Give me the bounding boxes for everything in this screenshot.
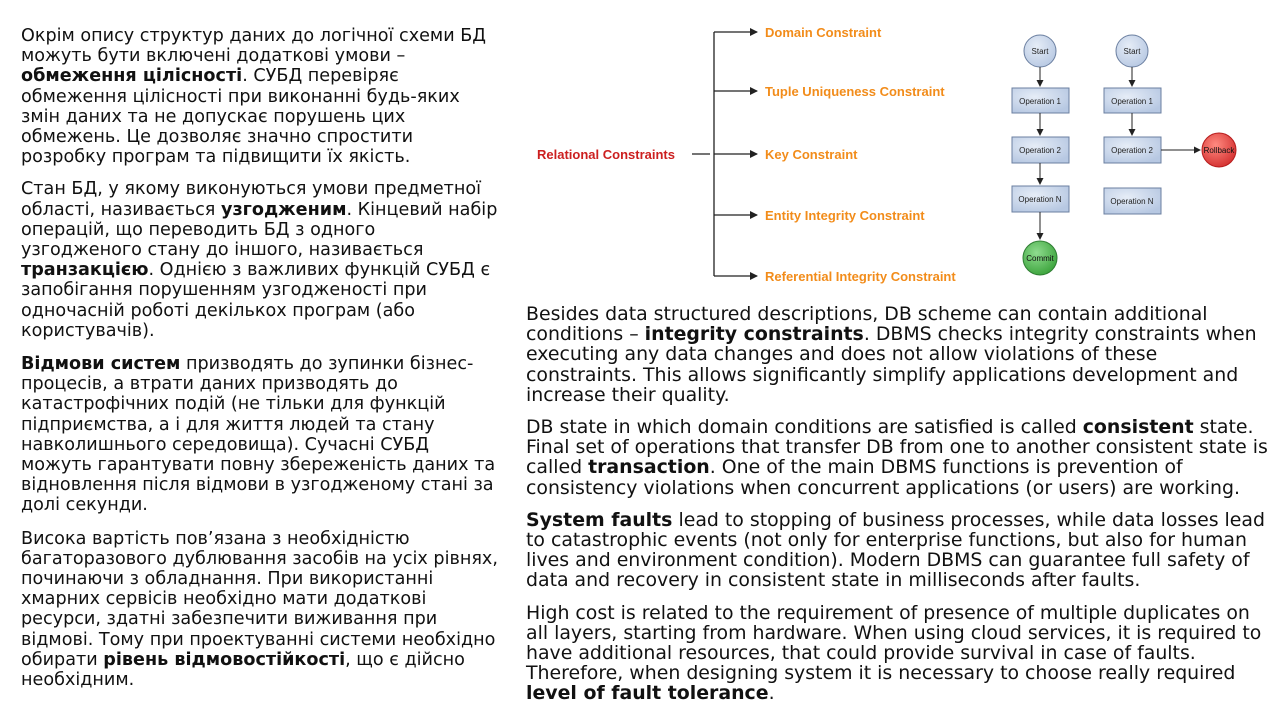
left-term-consistent: узгодженим <box>220 199 347 220</box>
right-paragraph-cost: High cost is related to the requirement of presence of multiple duplicates on all layers, starting from hardware. When using cloud services, it is required to have additional resources, that could provide survival in case of faults. Therefore, when designing system it is necessary to choose really required level of fault tolerance. <box>526 601 1262 705</box>
right-text-column <box>526 304 1274 716</box>
relational-constraints-diagram <box>525 16 975 291</box>
constraint-key-label: Key Constraint <box>765 147 858 162</box>
failure-start-label: Start <box>1123 47 1141 56</box>
right-term-fault-tolerance: level of fault tolerance <box>526 682 769 705</box>
left-paragraph-cost: Висока вартість пов’язана з необхідністю багаторазового дублювання засобів на усіх рівнях, починаючи з обладнання. При використанні хмарних сервісів необхідно мати додаткові ресурси, здатні забезпечити виживання при відмові. Тому при проектуванні системи необхідно обирати рівень відмовостійкості, що є дійсно необхідним. <box>21 528 498 691</box>
rollback-label: Rollback <box>1203 146 1235 155</box>
failure-op2-label: Operation 2 <box>1111 146 1153 155</box>
commit-label: Commit <box>1026 254 1054 263</box>
left-paragraph-integrity: Окрім опису структур даних до логічної схеми БД можуть бути включені додаткові умови – обмеження цілісності. СУБД перевіряє обмеження цілісності при виконанні будь-яких змін даних та не допускає порушень цих обмежень. Це дозволяє значно спростити розробку програм та підвищити їх якість. <box>21 26 487 168</box>
left-term-fault-tolerance: рівень відмовостійкості <box>103 649 346 670</box>
constraint-tuple-label: Tuple Uniqueness Constraint <box>765 84 945 99</box>
constraint-domain-label: Domain Constraint <box>765 25 882 40</box>
success-opn-label: Operation N <box>1018 195 1062 204</box>
success-start-label: Start <box>1031 47 1049 56</box>
left-term-integrity: обмеження цілісності <box>21 66 243 87</box>
left-term-faults: Відмови систем <box>21 354 181 375</box>
left-paragraph-consistency: Стан БД, у якому виконуються умови предметної області, називається узгодженим. Кінцевий набір операцій, що переводить БД з одного узгодженого стану до іншого, називається транзакцією. Однією з важливих функцій СУБД є запобігання порушенням узгодженості при одночасній роботі декількох програм (або користувачів). <box>21 179 498 341</box>
right-term-integrity: integrity constraints <box>644 323 864 346</box>
right-paragraph-faults: System faults lead to stopping of business processes, while data losses lead to catastrophic events (not only for enterprise functions, but also for human lives and environment condition). Modern DBMS can guarantee full safety of data and recovery in consistent state in milliseconds after faults. <box>526 508 1265 592</box>
constraint-referential-label: Referential Integrity Constraint <box>765 269 956 284</box>
left-paragraph-faults: Відмови систем призводять до зупинки бізнес-процесів, а втрати даних призводять до катастрофічних подій (не тільки для функцій підприємства, а і для життя людей та стану навколишнього середовища). Сучасні СУБД можуть гарантувати повну збереженість даних та відновлення після відмови в узгодженому стані за долі секунди. <box>21 354 496 516</box>
failure-opn-label: Operation N <box>1110 197 1154 206</box>
success-op1-label: Operation 1 <box>1019 97 1061 106</box>
right-term-faults: System faults <box>526 508 673 531</box>
right-term-consistent: consistent <box>1082 416 1194 439</box>
constraints-root-label: Relational Constraints <box>537 147 675 162</box>
failure-op1-label: Operation 1 <box>1111 97 1153 106</box>
success-op2-label: Operation 2 <box>1019 146 1061 155</box>
right-paragraph-integrity: Besides data structured descriptions, DB scheme can contain additional conditions – integrity constraints. DBMS checks integrity constraints when executing any data changes and does not allow violations of these constraints. This allows significantly simplify applications development and increase their quality. <box>526 303 1257 406</box>
constraint-entity-label: Entity Integrity Constraint <box>765 208 925 223</box>
right-term-transaction: transaction <box>588 456 710 479</box>
left-text-column <box>21 26 499 702</box>
transaction-flow-diagram <box>1003 22 1253 292</box>
right-paragraph-consistency: DB state in which domain conditions are satisfied is called consistent state. Final set of operations that transfer DB from one to another consistent state is called transaction. One of the main DBMS functions is prevention of consistency violations when concurrent applications (or users) are working. <box>526 416 1268 499</box>
left-term-transaction: транзакцією <box>21 260 149 281</box>
